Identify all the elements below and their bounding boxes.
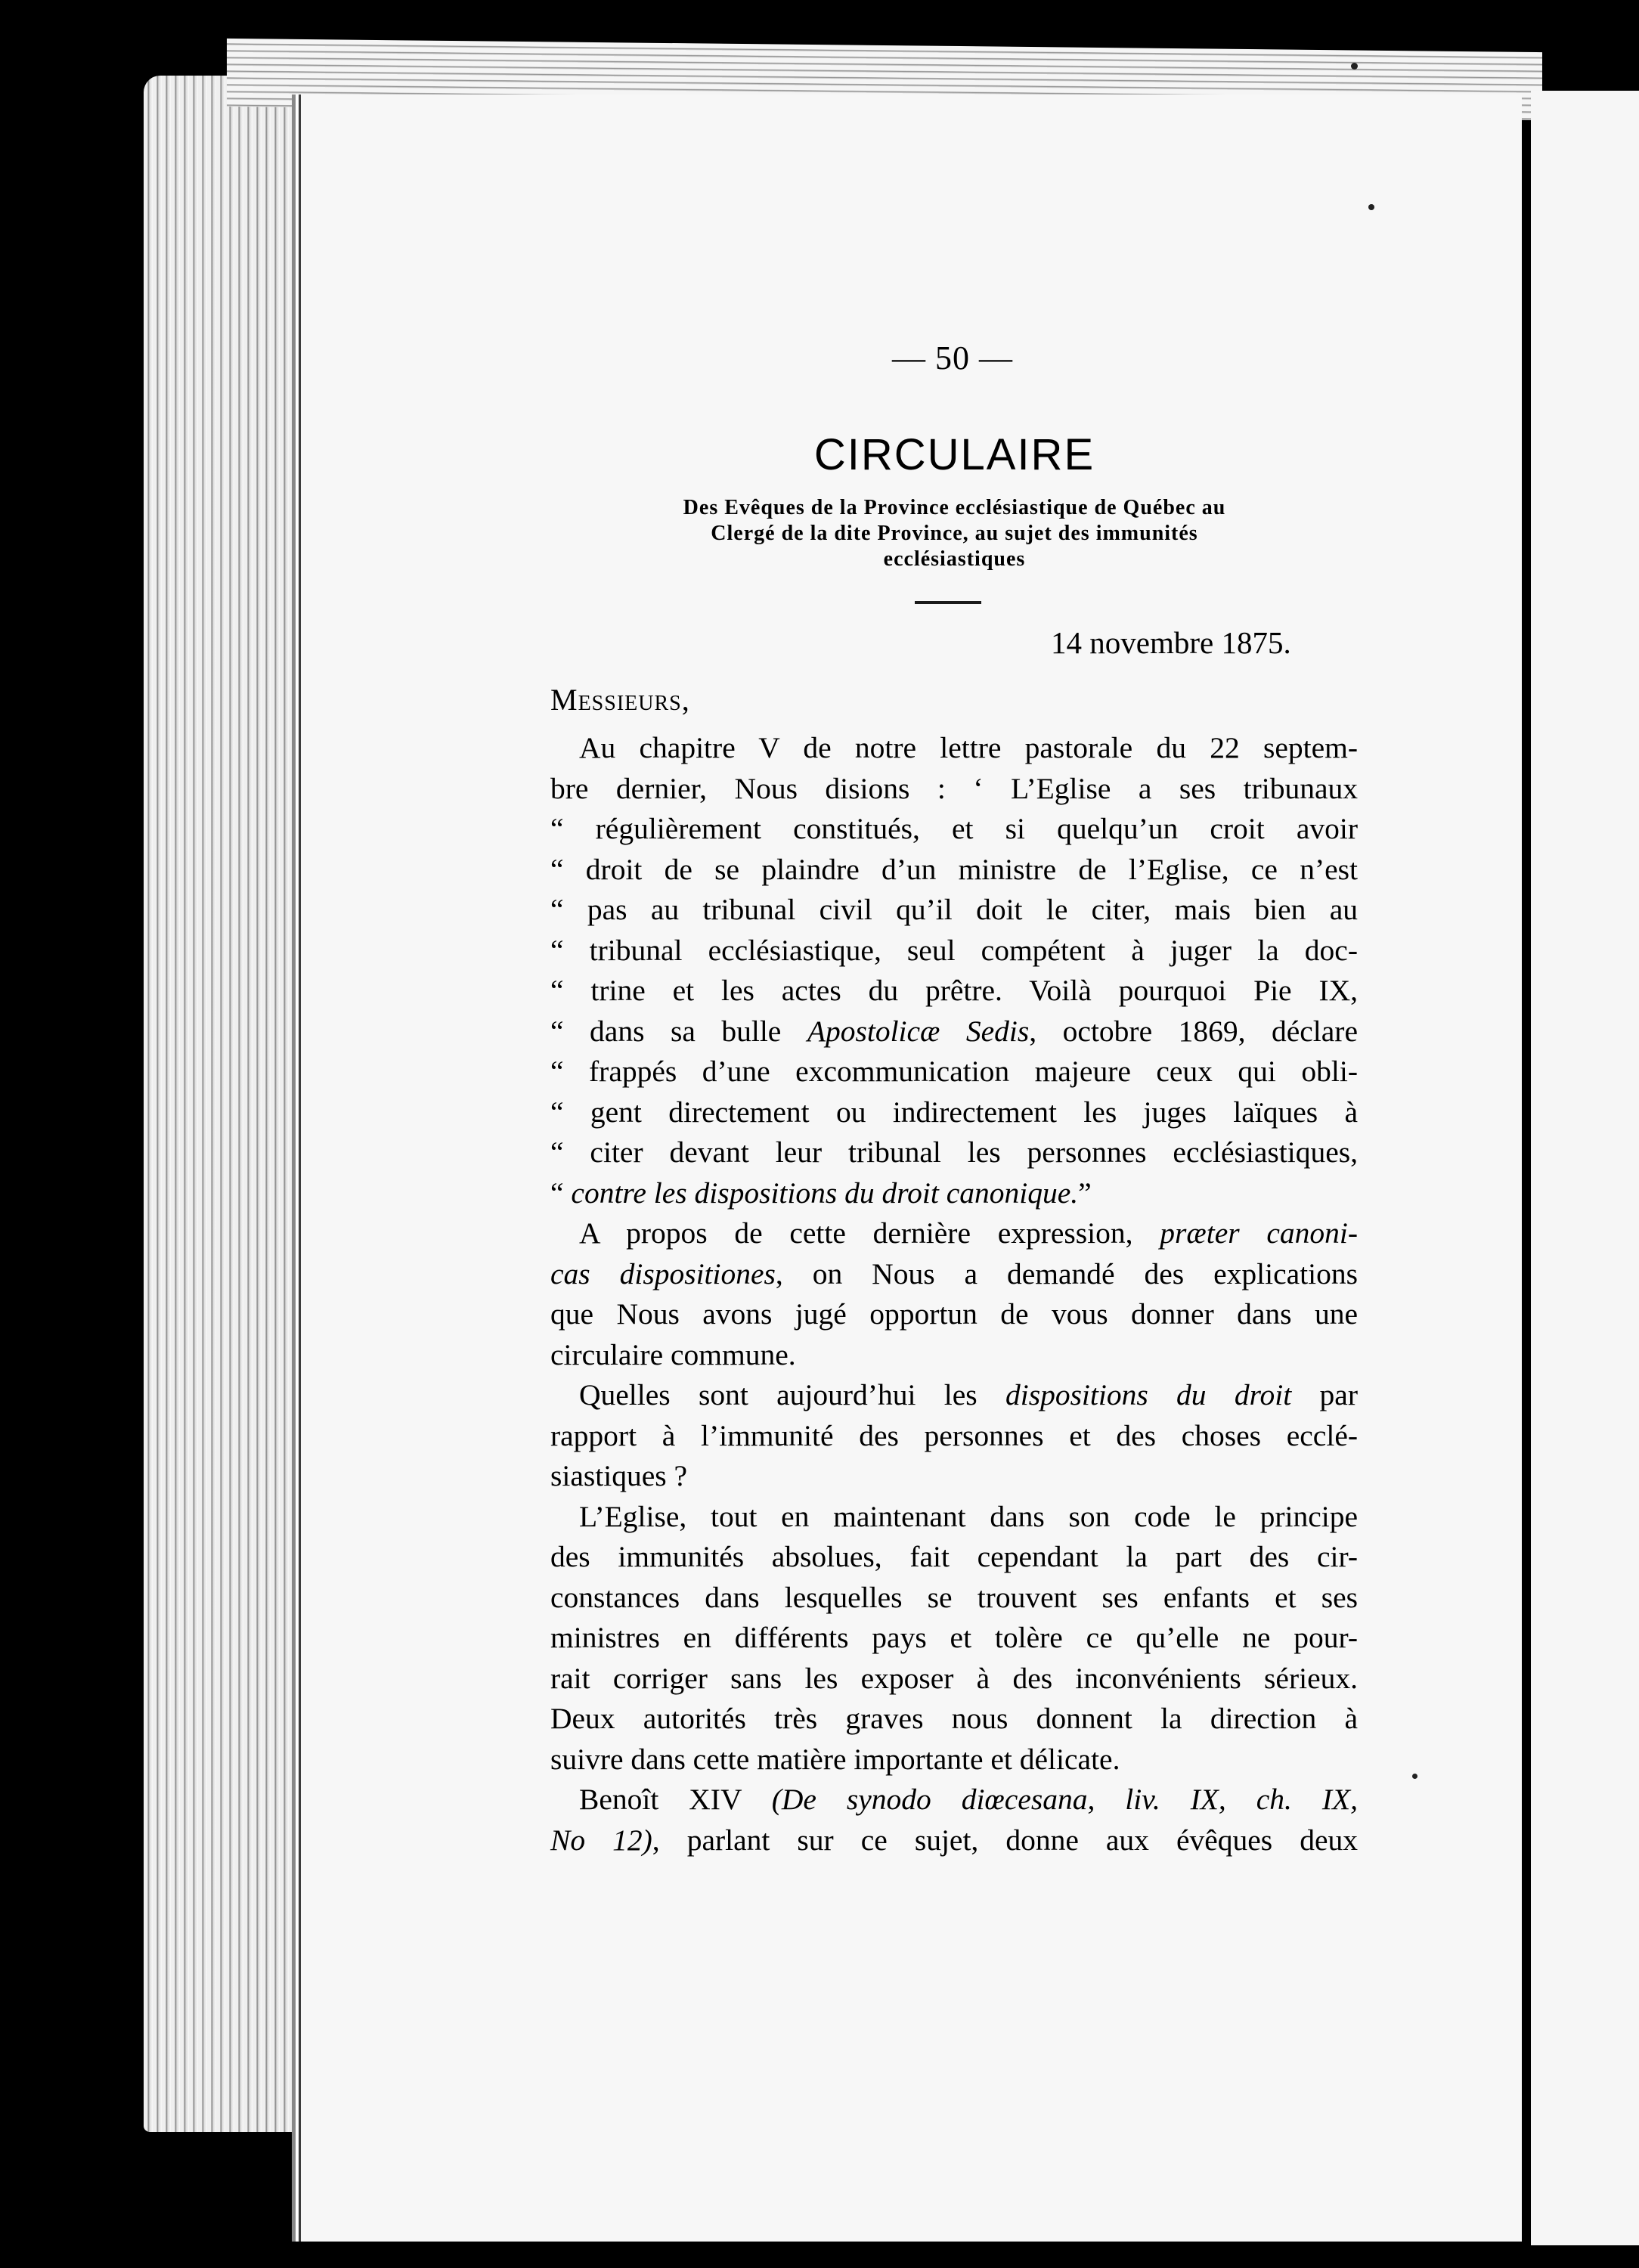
text-line: circulaire commune. <box>550 1337 796 1371</box>
text-line: rait corriger sans les exposer à des inconvénients sérieux. <box>550 1661 1358 1695</box>
text-line: “ régulièrement constitués, et si quelqu’un croit avoir <box>550 812 1358 845</box>
page-stack-edge <box>144 76 295 2132</box>
text-line: L’Eglise, tout en maintenant dans son code le principe <box>579 1499 1358 1533</box>
text-line <box>550 1820 1358 1861</box>
text-line <box>550 1780 1358 1820</box>
italic-segment: contre les dispositions du droit canonique. <box>571 1176 1079 1210</box>
scan-speck <box>1351 63 1358 70</box>
text-line <box>550 1012 1358 1052</box>
text-line: “ tribunal ecclésiastique, seul compétent à juger la doc- <box>550 933 1358 967</box>
subtitle-line: Des Evêques de la Province ecclésiastique de Québec au <box>683 496 1226 519</box>
text-line: des immunités absolues, fait cependant la part des cir- <box>550 1540 1358 1573</box>
text-line <box>550 1375 1358 1416</box>
text-segment: par <box>1291 1378 1358 1411</box>
text-segment: Quelles sont aujourd’hui les <box>579 1378 1005 1411</box>
italic-segment: dispositions du droit <box>1005 1378 1292 1411</box>
text-line: “ citer devant leur tribunal les personnes ecclésiastiques, <box>550 1136 1358 1169</box>
text-segment: Benoît XIV <box>579 1783 772 1816</box>
italic-segment: Apostolicæ Sedis <box>807 1014 1030 1048</box>
text-line: ministres en différents pays et tolère ce qu’elle ne pour- <box>550 1621 1358 1654</box>
subtitle-line: Clergé de la dite Province, au sujet des immunités <box>711 522 1198 545</box>
italic-segment: cas dispositiones <box>550 1256 776 1290</box>
page-number: — 50 — <box>892 339 1013 376</box>
document-title: CIRCULAIRE <box>813 430 1095 479</box>
text-line: Deux autorités très graves nous donnent la direction à <box>550 1702 1358 1735</box>
italic-segment: No 12) <box>550 1823 652 1857</box>
scan-speck <box>1412 1774 1417 1779</box>
text-line <box>550 1254 1358 1295</box>
text-line: “ contre les dispositions du droit canonique.” <box>550 1176 1092 1210</box>
text-line: Au chapitre V de notre lettre pastorale du 22 septem- <box>579 731 1358 764</box>
text-line: siastiques ? <box>550 1459 688 1492</box>
text-segment: “ dans sa bulle <box>550 1014 807 1048</box>
text-line: bre dernier, Nous disions : ‘ L’Eglise a ses tribunaux <box>550 771 1358 805</box>
salutation: Messieurs, <box>550 683 690 717</box>
text-segment: , on Nous a demandé des explications <box>775 1256 1358 1290</box>
text-line: “ gent directement ou indirectement les juges laïques à <box>550 1095 1358 1129</box>
text-segment: A propos de cette dernière expression, <box>579 1216 1160 1250</box>
text-line: rapport à l’immunité des personnes et des choses ecclé- <box>550 1418 1358 1452</box>
body-text <box>550 728 1358 1861</box>
text-segment: , parlant sur ce sujet, donne aux évêques deux <box>652 1823 1358 1857</box>
text-line: “ pas au tribunal civil qu’il doit le citer, mais bien au <box>550 893 1358 926</box>
text-line: suivre dans cette matière importante et délicate. <box>550 1742 1120 1776</box>
document-subtitle <box>548 495 1361 572</box>
italic-segment: præter canoni- <box>1160 1216 1358 1250</box>
facing-page-edge <box>1531 91 1639 2245</box>
text-segment: , octobre 1869, déclare <box>1029 1014 1358 1048</box>
text-line: constances dans lesquelles se trouvent ses enfants et ses <box>550 1580 1358 1614</box>
text-line: “ frappés d’une excommunication majeure ceux qui obli- <box>550 1055 1358 1088</box>
text-line: “ droit de se plaindre d’un ministre de l’Eglise, ce n’est <box>550 852 1358 886</box>
text-line: “ trine et les actes du prêtre. Voilà pourquoi Pie IX, <box>550 974 1358 1007</box>
title-rule <box>915 601 981 604</box>
letter-date: 14 novembre 1875. <box>1051 625 1291 660</box>
text-line <box>550 1213 1358 1254</box>
scan-speck <box>1368 204 1374 210</box>
italic-segment: (De synodo diœcesana, liv. IX, ch. IX, <box>771 1783 1358 1816</box>
text-line: que Nous avons jugé opportun de vous donner dans une <box>550 1297 1358 1331</box>
subtitle-line: ecclésiastiques <box>883 547 1026 571</box>
